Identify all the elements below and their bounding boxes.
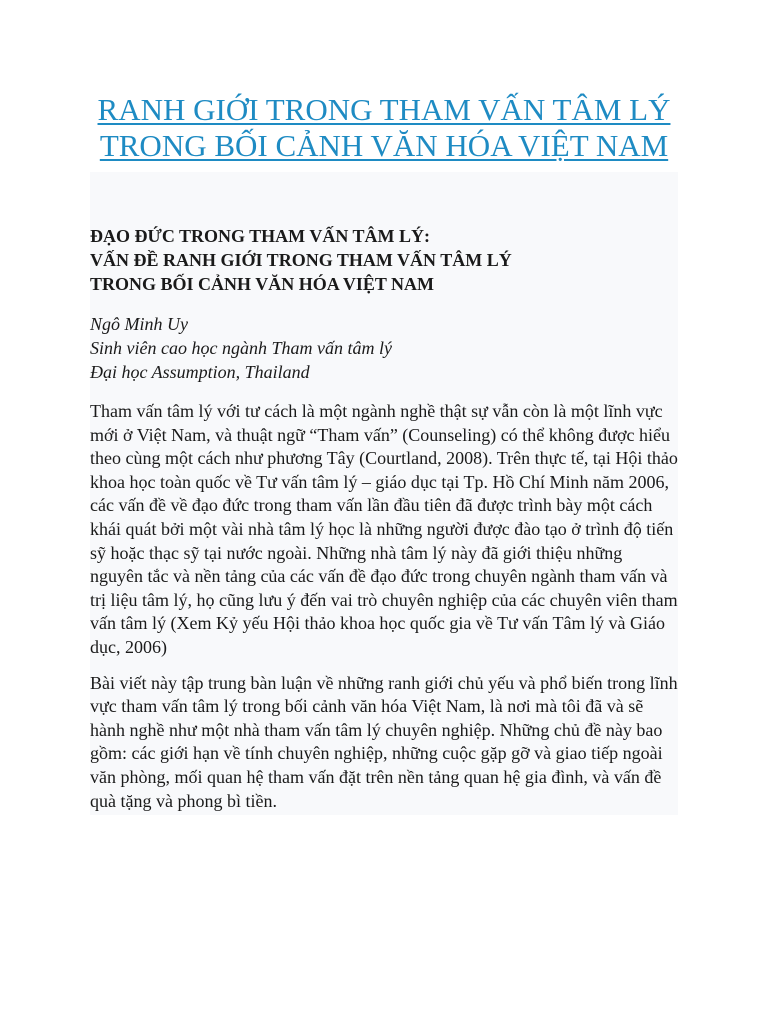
document-title <box>90 92 678 164</box>
author-name: Ngô Minh Uy <box>90 314 188 334</box>
document-page <box>90 92 678 815</box>
section-heading <box>90 224 678 296</box>
document-title-line1: RANH GIỚI TRONG THAM VẤN TÂM LÝ <box>97 92 671 127</box>
body-paragraph-1: Tham vấn tâm lý với tư cách là một ngành nghề thật sự vẫn còn là một lĩnh vực mới ở Việt Nam, và thuật ngữ “Tham vấn” (Counseling) có thể không được hiểu theo cùng một cách như phương Tây (Courtland, 2008). Trên thực tế, tại Hội thảo khoa học toàn quốc về Tư vấn tâm lý – giáo dục tại Tp. Hồ Chí Minh năm 2006, các vấn đề về đạo đức trong tham vấn lần đầu tiên đã được trình bày một cách khái quát bởi một vài nhà tâm lý học là những người được đào tạo ở trình độ tiến sỹ hoặc thạc sỹ tại nước ngoài. Những nhà tâm lý này đã giới thiệu những nguyên tắc và nền tảng của các vấn đề đạo đức trong chuyên ngành tham vấn và trị liệu tâm lý, họ cũng lưu ý đến vai trò chuyên nghiệp của các chuyên viên tham vấn tâm lý (Xem Kỷ yếu Hội thảo khoa học quốc gia về Tư vấn Tâm lý và Giáo dục, 2006) <box>90 401 678 657</box>
section-heading-line1: ĐẠO ĐỨC TRONG THAM VẤN TÂM LÝ: <box>90 226 431 246</box>
author-affiliation: Đại học Assumption, Thailand <box>90 362 310 382</box>
body-paragraph-2: Bài viết này tập trung bàn luận về những ranh giới chủ yếu và phổ biến trong lĩnh vực tham vấn tâm lý trong bối cảnh văn hóa Việt Nam, là nơi mà tôi đã và sẽ hành nghề như một nhà tham vấn tâm lý chuyên nghiệp. Những chủ đề này bao gồm: các giới hạn về tính chuyên nghiệp, những cuộc gặp gỡ và giao tiếp ngoài văn phòng, mối quan hệ tham vấn đặt trên nền tảng quan hệ gia đình, và vấn đề quà tặng và phong bì tiền. <box>90 672 678 811</box>
content-block <box>90 172 678 815</box>
author-role: Sinh viên cao học ngành Tham vấn tâm lý <box>90 338 392 358</box>
author-block <box>90 312 678 384</box>
document-title-line2: TRONG BỐI CẢNH VĂN HÓA VIỆT NAM <box>99 128 669 163</box>
section-heading-line3: TRONG BỐI CẢNH VĂN HÓA VIỆT NAM <box>90 274 435 294</box>
section-heading-line2: VẤN ĐỀ RANH GIỚI TRONG THAM VẤN TÂM LÝ <box>90 250 512 270</box>
